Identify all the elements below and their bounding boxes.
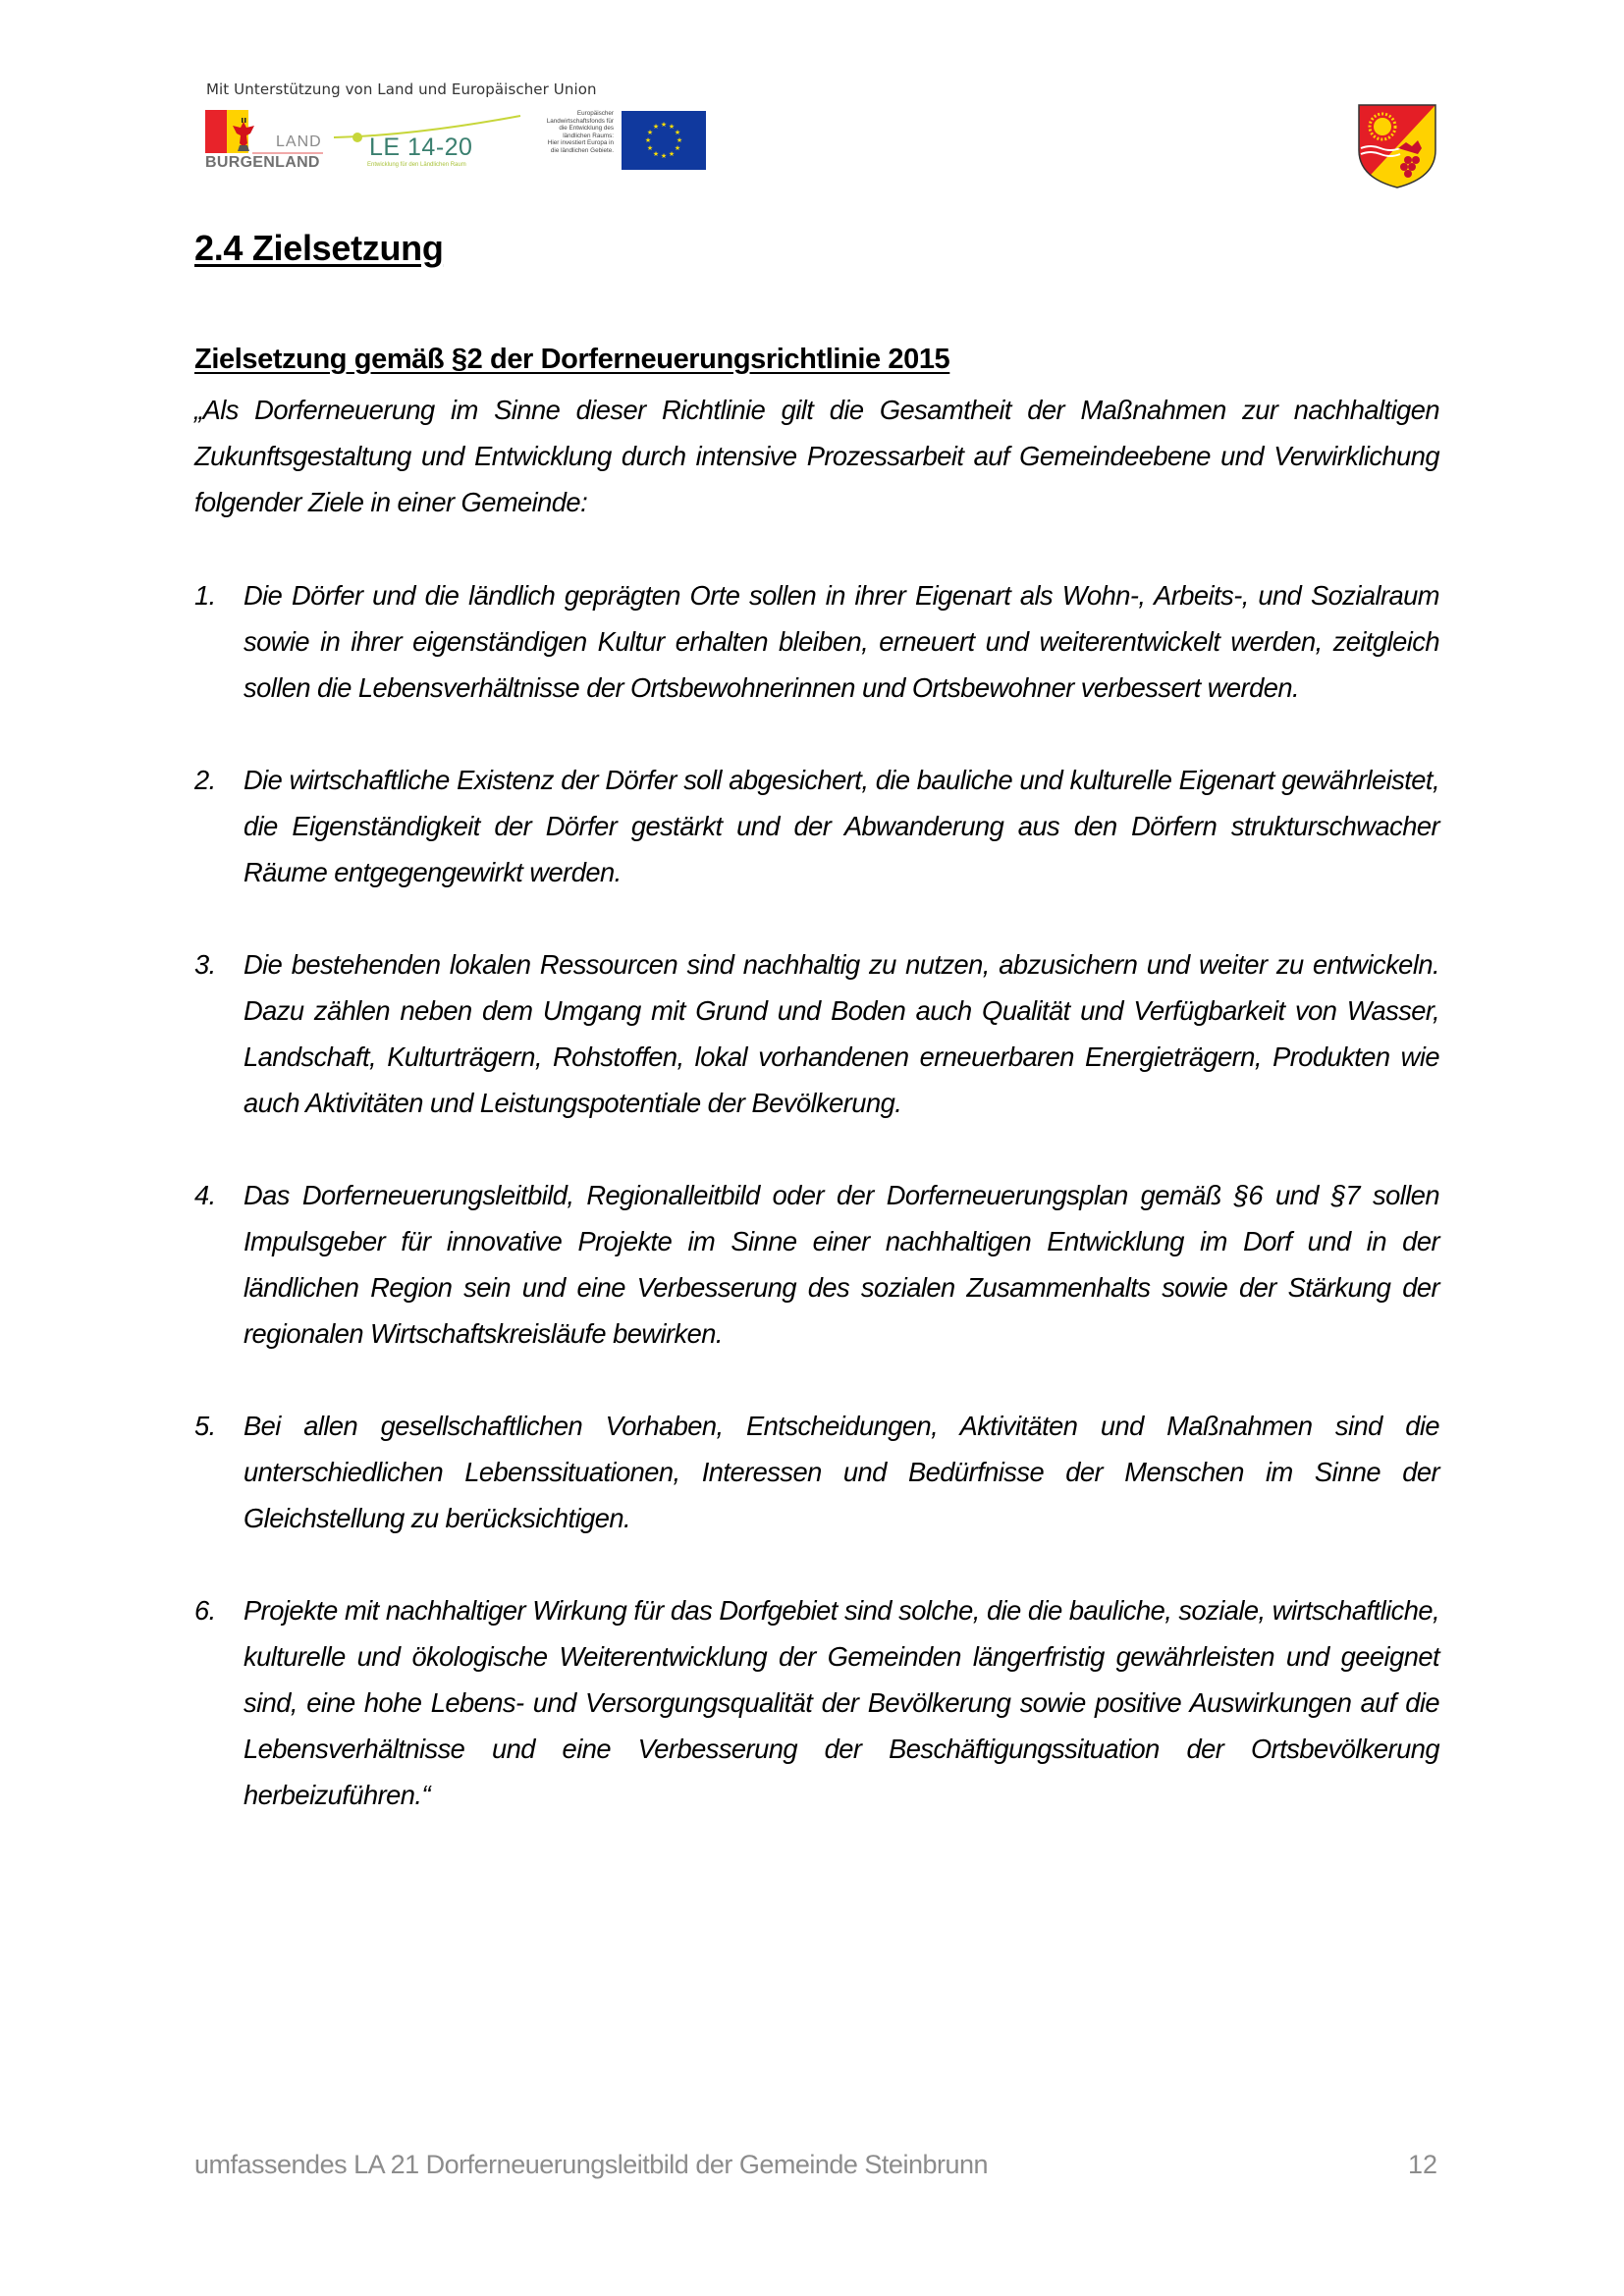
steinbrunn-coat-of-arms-icon: [1353, 101, 1441, 189]
section-title: 2.4 Zielsetzung: [194, 228, 444, 268]
goal-item: [194, 572, 1439, 711]
eagle-icon: [231, 118, 256, 151]
svg-text:★: ★: [660, 121, 668, 129]
svg-text:★: ★: [646, 129, 654, 136]
le-subtitle: Entwicklung für den Ländlichen Raum: [367, 162, 466, 168]
svg-text:★: ★: [660, 152, 668, 160]
svg-text:★: ★: [668, 150, 676, 158]
sub-heading: Zielsetzung gemäß §2 der Dorferneuerungsrichtlinie 2015: [194, 344, 950, 375]
burgenland-label: BURGENLAND: [205, 154, 320, 171]
footer-document-title: umfassendes LA 21 Dorferneuerungsleitbild der Gemeinde Steinbrunn: [194, 2150, 989, 2179]
svg-text:★: ★: [646, 144, 654, 152]
eu-flag-icon: [622, 111, 706, 170]
le-14-20-logo: [326, 110, 522, 173]
svg-text:★: ★: [668, 123, 676, 131]
goal-number: 1.: [194, 580, 216, 611]
support-line: Mit Unterstützung von Land und Europäischer Union: [206, 80, 597, 98]
goal-item: [194, 1172, 1439, 1357]
goal-text: Das Dorferneuerungsleitbild, Regionalleitbild oder der Dorferneuerungsplan gemäß §6 und §7 sollen Impulsgeber für innovative Projekte im Sinne einer nachhaltigen Entwicklung im Dorf und in der ländlichen Region sein und eine Verbesserung des sozialen Zusammenhalts sowie der Stärkung der regionalen Wirtschaftskreisläufe bewirken.: [244, 1180, 1439, 1349]
svg-text:★: ★: [674, 144, 681, 152]
goal-number: 2.: [194, 765, 216, 795]
burgenland-land-label: LAND: [276, 133, 322, 150]
svg-text:★: ★: [674, 129, 681, 136]
goal-text: Bei allen gesellschaftlichen Vorhaben, Entscheidungen, Aktivitäten und Maßnahmen sind die unterschiedlichen Lebenssituationen, Interessen und Bedürfnisse der Menschen im Sinne der Gleichstellung zu berücksichtigen.: [244, 1411, 1439, 1533]
le-label: LE 14-20: [369, 133, 473, 161]
goal-text: Die Dörfer und die ländlich geprägten Orte sollen in ihrer Eigenart als Wohn-, Arbeits-, und Sozialraum sowie in ihrer eigenständigen Kultur erhalten bleiben, erneuert und weiterentwickelt werden, zeitgleich sollen die Lebensverhältnisse der Ortsbewohnerinnen und Ortsbewohner verbessert werden.: [244, 580, 1439, 703]
eu-fund-text: Europäischer Landwirtschaftsfonds für die Entwicklung des ländlichen Raums: Hier investiert Europa in die ländlichen Gebiete.: [546, 110, 614, 154]
goal-item: [194, 941, 1439, 1126]
goal-number: 5.: [194, 1411, 216, 1441]
page-number: 12: [1408, 2150, 1438, 2179]
goal-number: 4.: [194, 1180, 216, 1210]
intro-quote: „Als Dorferneuerung im Sinne dieser Richtlinie gilt die Gesamtheit der Maßnahmen zur nachhaltigen Zukunftsgestaltung und Entwicklung durch intensive Prozessarbeit auf Gemeindeebene und Verwirklichung folgender Ziele in einer Gemeinde:: [194, 395, 1439, 517]
svg-text:★: ★: [676, 136, 683, 144]
goals-list: [194, 572, 1439, 1864]
goal-text: Die bestehenden lokalen Ressourcen sind nachhaltig zu nutzen, abzusichern und weiter zu entwickeln. Dazu zählen neben dem Umgang mit Grund und Boden auch Qualität und Verfügbarkeit von Wasser, Landschaft, Kulturträgern, Rohstoffen, lokal vorhandenen erneuerbaren Energieträgern, Produkten wie auch Aktivitäten und Leistungspotentiale der Bevölkerung.: [244, 949, 1439, 1118]
burgenland-red-stripe: [205, 110, 227, 153]
svg-text:★: ★: [652, 123, 660, 131]
goal-text: Projekte mit nachhaltiger Wirkung für das Dorfgebiet sind solche, die die bauliche, soziale, wirtschaftliche, kulturelle und ökologische Weiterentwicklung der Gemeinden längerfristig gewährleisten und geeignet sind, eine hohe Lebens- und Versorgungsqualität der Bevölkerung sowie positive Auswirkungen auf die Lebensverhältnisse und eine Verbesserung der Beschäftigungssituation der Ortsbevölkerung herbeizuführen.“: [244, 1595, 1439, 1810]
svg-text:★: ★: [644, 136, 652, 144]
goal-number: 3.: [194, 949, 216, 980]
goal-item: [194, 1587, 1439, 1818]
goal-item: [194, 757, 1439, 895]
goal-number: 6.: [194, 1595, 216, 1626]
burgenland-logo: [205, 110, 323, 173]
goal-text: Die wirtschaftliche Existenz der Dörfer soll abgesichert, die bauliche und kulturelle Eigenart gewährleistet, die Eigenständigkeit der Dörfer gestärkt und der Abwanderung aus den Dörfern strukturschwacher Räume entgegengewirkt werden.: [244, 765, 1439, 887]
svg-text:★: ★: [652, 150, 660, 158]
goal-item: [194, 1403, 1439, 1541]
